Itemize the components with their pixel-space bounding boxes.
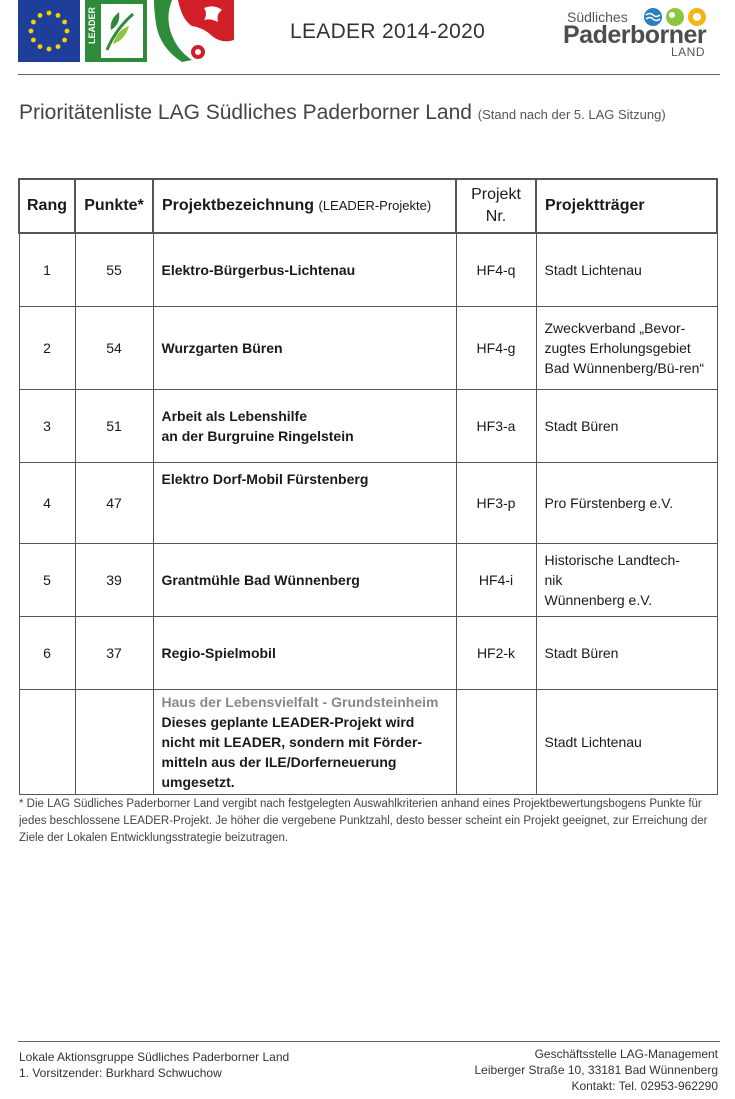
col-header-traeger: Projektträger (536, 179, 717, 233)
cell-traeger: Stadt Lichtenau (536, 690, 717, 795)
col-header-punkte: Punkte* (75, 179, 153, 233)
footer-right (475, 1046, 719, 1094)
footer-divider (18, 1041, 720, 1042)
cell-traeger-line1: Historische Landtech- (544, 552, 680, 568)
col-header-nr (456, 179, 536, 233)
footer-right-line3: Kontakt: Tel. 02953-962290 (571, 1079, 718, 1093)
col-header-nr-line2: Nr. (485, 208, 507, 225)
col-header-nr-line1: Projekt (471, 186, 521, 203)
cell-projekt: Regio-Spielmobil (153, 617, 456, 690)
cell-rang: 3 (19, 390, 75, 463)
table-row (19, 233, 717, 307)
page-title-text: Prioritätenliste LAG Südliches Paderborner Land (19, 101, 472, 124)
footer-left-line1: Lokale Aktionsgruppe Südliches Paderborner Land (19, 1050, 290, 1064)
footer-right-line1: Geschäftsstelle LAG-Management (534, 1047, 718, 1061)
col-header-projekt-label: Projektbezeichnung (162, 197, 315, 214)
cell-traeger-line2: nik (544, 572, 563, 588)
col-header-rang: Rang (19, 179, 75, 233)
table-row (19, 690, 717, 795)
cell-projekt (153, 690, 456, 795)
cell-projekt: Grantmühle Bad Wünnenberg (153, 544, 456, 617)
footer-left (19, 1049, 289, 1081)
cell-rang (19, 690, 75, 795)
cell-nr: HF2-k (456, 617, 536, 690)
cell-traeger: Stadt Lichtenau (536, 233, 717, 307)
footer-right-line2: Leiberger Straße 10, 33181 Bad Wünnenberg (474, 1063, 718, 1077)
page-title (19, 101, 666, 125)
cell-projekt: Elektro-Bürgerbus-Lichtenau (153, 233, 456, 307)
table-row (19, 307, 717, 390)
header-divider (18, 74, 720, 75)
cell-rang: 5 (19, 544, 75, 617)
cell-punkte: 55 (75, 233, 153, 307)
cell-rang: 2 (19, 307, 75, 390)
cell-nr: HF4-g (456, 307, 536, 390)
cell-punkte: 37 (75, 617, 153, 690)
cell-nr: HF3-a (456, 390, 536, 463)
cell-punkte: 51 (75, 390, 153, 463)
col-header-projekt (153, 179, 456, 233)
eu-flag-icon (18, 0, 80, 62)
leader-logo (85, 0, 147, 62)
cell-projekt-line2: an der Burgruine Ringelstein (161, 428, 354, 444)
footnote: * Die LAG Südliches Paderborner Land vergibt nach festgelegten Auswahlkriterien anhand eines Projektbewertungsbogens Punkte für jedes beschlossene LEADER-Projekt. Je höher die vergebene Punktzahl, desto besser scheint ein Projekt geeignet, zur Erreichung der Ziele der Lokalen Entwicklungsstrategie beizutragen. (19, 798, 708, 844)
cell-punkte: 47 (75, 463, 153, 544)
cell-projekt (153, 390, 456, 463)
cell-traeger: Zweckverband „Bevor-zugtes Erholungsgebiet Bad Wünnenberg/Bü-ren“ (536, 307, 717, 390)
cell-rang: 6 (19, 617, 75, 690)
table-row (19, 390, 717, 463)
brand-land-text: LAND (670, 45, 705, 59)
cell-traeger: Stadt Büren (536, 390, 717, 463)
cell-traeger (536, 544, 717, 617)
cell-nr: HF3-p (456, 463, 536, 544)
cell-rang: 4 (19, 463, 75, 544)
footer-left-line2: 1. Vorsitzender: Burkhard Schwuchow (19, 1066, 222, 1080)
priority-table (18, 178, 718, 795)
cell-rang: 1 (19, 233, 75, 307)
cell-traeger-line3: Wünnenberg e.V. (544, 592, 653, 608)
leader-logo-text: LEADER (87, 6, 97, 44)
cell-punkte: 39 (75, 544, 153, 617)
table-header-row (19, 179, 717, 233)
cell-projekt-gray-title: Haus der Lebensvielfalt - Grundsteinheim (161, 694, 439, 710)
brand-big-text: Paderborner (563, 21, 707, 49)
cell-nr: HF4-i (456, 544, 536, 617)
nrw-logo (152, 0, 234, 62)
cell-punkte: 54 (75, 307, 153, 390)
cell-nr (456, 690, 536, 795)
cell-punkte (75, 690, 153, 795)
header-title: LEADER 2014-2020 (290, 20, 486, 43)
cell-projekt: Wurzgarten Büren (153, 307, 456, 390)
table-row (19, 617, 717, 690)
cell-traeger: Pro Fürstenberg e.V. (536, 463, 717, 544)
brand-small-text: Südliches (567, 9, 628, 25)
cell-projekt-note: Dieses geplante LEADER-Projekt wird nicht mit LEADER, sondern mit Förder-mitteln aus der ILE/Dorferneuerung umgesetzt. (161, 714, 423, 790)
cell-projekt-line1: Arbeit als Lebenshilfe (161, 408, 307, 424)
col-header-projekt-sub: (LEADER-Projekte) (318, 198, 432, 213)
table-row (19, 544, 717, 617)
page-title-stand: (Stand nach der 5. LAG Sitzung) (477, 107, 666, 122)
cell-traeger: Stadt Büren (536, 617, 717, 690)
table-row (19, 463, 717, 544)
cell-projekt: Elektro Dorf-Mobil Fürstenberg (153, 463, 456, 544)
cell-nr: HF4-q (456, 233, 536, 307)
brand-logo (561, 4, 711, 60)
